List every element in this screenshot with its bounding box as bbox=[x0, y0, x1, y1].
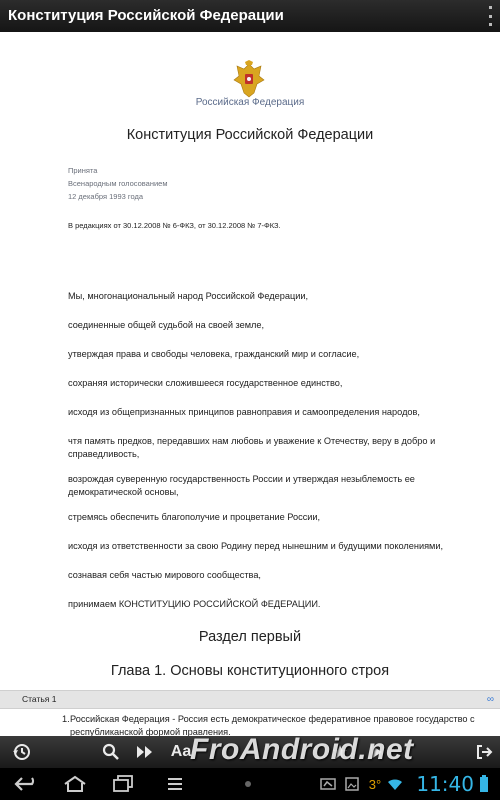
adopted-line: Принята bbox=[68, 166, 98, 175]
status-dot bbox=[242, 768, 254, 800]
preamble-paragraph: чтя память предков, передавших нам любовь и уважение к Отечеству, веру в добро и справедливость, bbox=[68, 436, 436, 459]
preamble-paragraph: возрождая суверенную государственность России и утверждая незыблемость ее демократической основы, bbox=[68, 474, 415, 497]
preamble-paragraph: сознавая себя частью мирового сообщества, bbox=[68, 570, 261, 580]
history-icon[interactable] bbox=[4, 736, 40, 768]
chapter-heading: Глава 1. Основы конституционного строя bbox=[110, 663, 390, 679]
preamble-paragraph: стремясь обеспечить благополучие и процветание России, bbox=[68, 512, 321, 522]
preamble-paragraph: сохраняя исторически сложившееся государственное единство, bbox=[68, 378, 343, 388]
section-heading: Раздел первый bbox=[198, 629, 302, 645]
adopted-line: Всенародным голосованием bbox=[68, 179, 168, 188]
usb-debug-icon bbox=[318, 768, 338, 800]
back-icon[interactable] bbox=[10, 768, 44, 800]
app-title: Конституция Российской Федерации bbox=[8, 7, 284, 24]
document-view[interactable] bbox=[0, 32, 500, 690]
menu-icon[interactable] bbox=[162, 768, 188, 800]
preamble-paragraph: соединенные общей судьбой на своей земле, bbox=[68, 320, 265, 330]
search-icon[interactable] bbox=[96, 736, 126, 768]
battery-icon bbox=[472, 768, 496, 800]
overflow-menu-icon[interactable] bbox=[486, 6, 494, 26]
recent-apps-icon[interactable] bbox=[106, 768, 140, 800]
preamble-paragraph: исходя из ответственности за свою Родину перед нынешним и будущими поколениями, bbox=[68, 541, 444, 551]
link-icon[interactable]: ∞ bbox=[486, 694, 494, 705]
adopted-line: 12 декабря 1993 года bbox=[68, 192, 144, 201]
article-item-number: 1. bbox=[62, 714, 70, 724]
article-label: Статья 1 bbox=[22, 694, 57, 704]
watermark-logo: FroAndroid.net bbox=[190, 733, 414, 766]
font-size-label: Aa bbox=[170, 743, 192, 760]
coat-of-arms-icon bbox=[232, 60, 266, 98]
preamble-paragraph: утверждая права и свободы человека, гражданский мир и согласие, bbox=[68, 349, 360, 359]
weather-temperature: 3° bbox=[368, 776, 382, 792]
article-item-text: Российская Федерация - Россия есть демократическое федеративное правовое государство с республиканской формой правления. bbox=[70, 714, 475, 736]
app-title-bar bbox=[0, 0, 500, 32]
home-icon[interactable] bbox=[58, 768, 92, 800]
gallery-notification-icon bbox=[342, 768, 362, 800]
exit-icon[interactable] bbox=[470, 736, 498, 768]
redaction-note: В редакциях от 30.12.2008 № 6-ФКЗ, от 30.12.2008 № 7-ФКЗ. bbox=[68, 221, 281, 230]
preamble-paragraph: исходя из общепризнанных принципов равноправия и самоопределения народов, bbox=[68, 407, 420, 417]
fast-forward-icon[interactable] bbox=[130, 736, 160, 768]
status-clock: 11:40 bbox=[416, 772, 474, 796]
document-title: Конституция Российской Федерации bbox=[126, 127, 374, 143]
preamble-paragraph: принимаем КОНСТИТУЦИЮ РОССИЙСКОЙ ФЕДЕРАЦИИ. bbox=[68, 599, 321, 609]
font-size-icon[interactable] bbox=[170, 736, 192, 768]
emblem-caption: Российская Федерация bbox=[195, 97, 305, 108]
article-header-bar[interactable] bbox=[0, 690, 500, 709]
article-content bbox=[0, 708, 500, 736]
preamble-paragraph: Мы, многонациональный народ Российской Федерации, bbox=[68, 291, 309, 301]
wifi-icon bbox=[386, 768, 404, 800]
